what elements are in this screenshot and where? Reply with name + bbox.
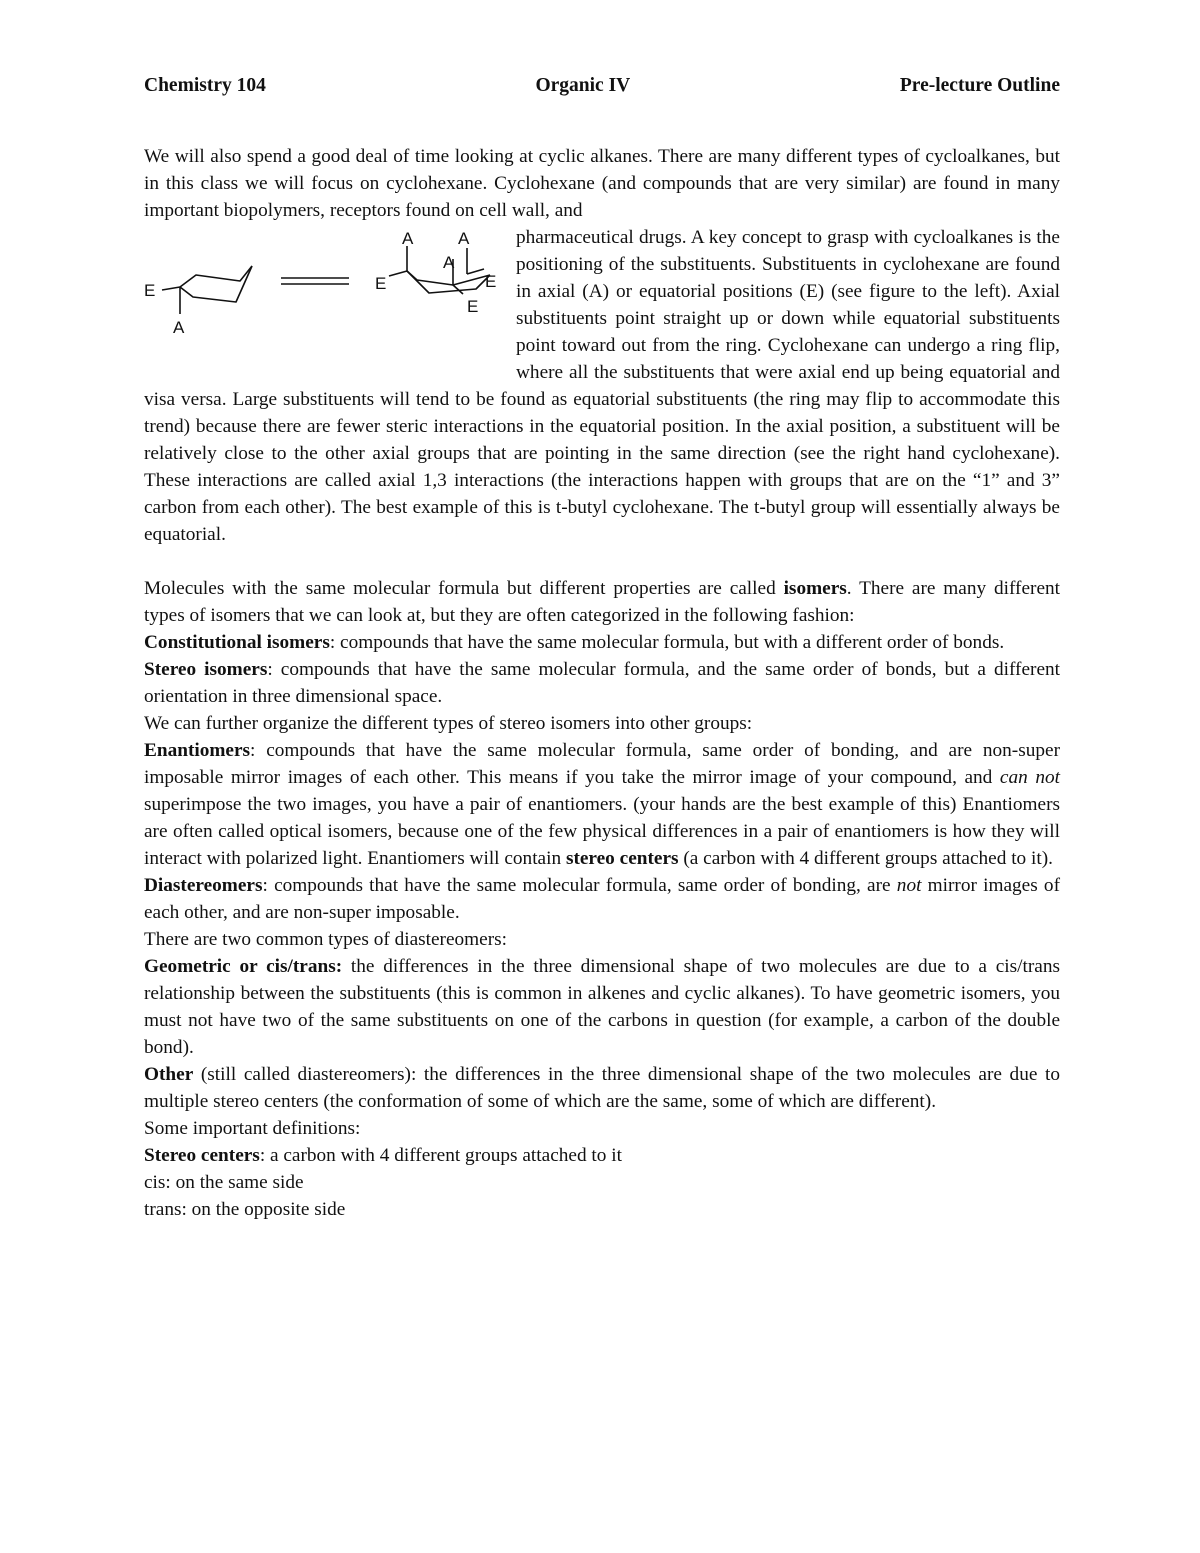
stereo-isomers-text: : compounds that have the same molecular formula, and the same order of bonds, but a different orientation in three dimensional space.	[144, 659, 1061, 707]
paragraph-gap	[144, 548, 1060, 575]
equatorial-label: E	[467, 297, 479, 316]
stereo-centers-inline-term: stereo centers	[565, 848, 679, 869]
trans-definition: trans: on the opposite side	[144, 1199, 346, 1220]
axial-label: A	[443, 253, 455, 272]
geometric-isomers-definition	[144, 953, 1060, 1061]
isomers-intro-text-2: . There are many different types of isomers that we can look at, but they are often categorized in the following fashion:	[144, 578, 1060, 626]
enantiomers-text-2: superimpose the two images, you have a pair of enantiomers. (your hands are the best example of this) Enantiomers are often called optical isomers, because one of the few physical differences in a pair of enantiomers is how they will interact with polarized light. Enantiomers will contain	[144, 794, 1060, 869]
stereo-isomers-term: Stereo isomers	[144, 659, 268, 680]
equatorial-label: E	[485, 272, 497, 291]
enantiomers-text: : compounds that have the same molecular formula, same order of bonding, and are non-super imposable mirror images of each other. This means if you take the mirror image of your compound, and	[144, 740, 1060, 788]
cis-definition: cis: on the same side	[144, 1172, 304, 1193]
stereo-isomers-definition	[144, 656, 1060, 710]
diastereomers-term: Diastereomers	[144, 875, 263, 896]
diastereomer-types-line: There are two common types of diastereomers:	[144, 929, 508, 950]
stereo-centers-text: : a carbon with 4 different groups attached to it	[259, 1145, 622, 1166]
axial-label: A	[458, 229, 470, 248]
axial-label: A	[402, 229, 414, 248]
further-organize-line: We can further organize the different types of stereo isomers into other groups:	[144, 713, 753, 734]
other-diastereomers-definition	[144, 1061, 1060, 1115]
equatorial-label: E	[375, 274, 387, 293]
other-diastereomers-text: (still called diastereomers): the differences in the three dimensional shape of the two molecules are due to multiple stereo centers (the conformation of some of which are the same, some of which are different).	[144, 1064, 1060, 1112]
cycloalkane-paragraph-intro: We will also spend a good deal of time looking at cyclic alkanes. There are many different types of cycloalkanes, but in this class we will focus on cyclohexane. Cyclohexane (and compounds that are very similar) are found in many important biopolymers, receptors found on cell wall, and	[144, 146, 1060, 221]
header-course: Chemistry 104	[144, 75, 266, 96]
isomers-term: isomers	[783, 578, 847, 599]
diastereomers-text: : compounds that have the same molecular formula, same order of bonding, are	[262, 875, 897, 896]
header-topic: Organic IV	[535, 75, 631, 96]
constitutional-isomers-text: : compounds that have the same molecular formula, but with a different order of bonds.	[329, 632, 1005, 653]
geometric-isomers-term: Geometric or cis/trans:	[144, 956, 343, 977]
constitutional-isomers-term: Constitutional isomers	[144, 632, 330, 653]
cyclohexane-ring-flip-figure	[144, 228, 516, 360]
stereo-centers-term: Stereo centers	[144, 1145, 260, 1166]
enantiomers-text-3: (a carbon with 4 different groups attached to it).	[678, 848, 1053, 869]
enantiomers-definition	[144, 737, 1060, 872]
document-page	[144, 72, 1060, 1223]
ring-flip-diagram	[144, 228, 516, 360]
equatorial-label: E	[144, 281, 156, 300]
constitutional-isomers-definition	[144, 629, 1060, 656]
geometric-isomers-text: the differences in the three dimensional shape of two molecules are due to a cis/trans relationship between the substituents (this is common in alkenes and cyclic alkanes). To have geometric isomers, you must not have two of the same substituents on one of the carbons in question (for example, a carbon of the double bond).	[144, 956, 1060, 1058]
enantiomers-emphasis: can not	[999, 767, 1060, 788]
isomers-intro-paragraph	[144, 575, 1060, 629]
axial-label: A	[173, 318, 185, 337]
page-header	[144, 72, 1060, 100]
header-outline: Pre-lecture Outline	[899, 75, 1060, 96]
stereo-centers-definition	[144, 1142, 1060, 1169]
isomers-intro-text: Molecules with the same molecular formula but different properties are called	[144, 578, 784, 599]
diastereomers-definition	[144, 872, 1060, 926]
cycloalkane-paragraph-body: pharmaceutical drugs. A key concept to grasp with cycloalkanes is the positioning of the substituents. Substituents in cyclohexane are found in axial (A) or equatorial positions (E) (see figure to the left). Axial substituents point straight up or down while equatorial substituents point toward out from the ring. Cyclohexane can undergo a ring flip, where all the substituents that were axial end up being equatorial and visa versa. Large substituents will tend to be found as equatorial substituents (the ring may flip to accommodate this trend) because there are fewer steric interactions in the equatorial position. In the axial position, a substituent will be relatively close to the other axial groups that are pointing in the same direction (see the right hand cyclohexane). These interactions are called axial 1,3 interactions (the interactions happen with groups that are on the “1” and 3” carbon from each other). The best example of this is t-butyl cyclohexane. The t-butyl group will essentially always be equatorial.	[144, 227, 1060, 545]
enantiomers-term: Enantiomers	[144, 740, 251, 761]
other-diastereomers-term: Other	[144, 1064, 194, 1085]
important-definitions-line: Some important definitions:	[144, 1118, 361, 1139]
diastereomers-emphasis: not	[896, 875, 922, 896]
diastereomers-text-2: mirror images of each other, and are non-super imposable.	[144, 875, 1060, 923]
